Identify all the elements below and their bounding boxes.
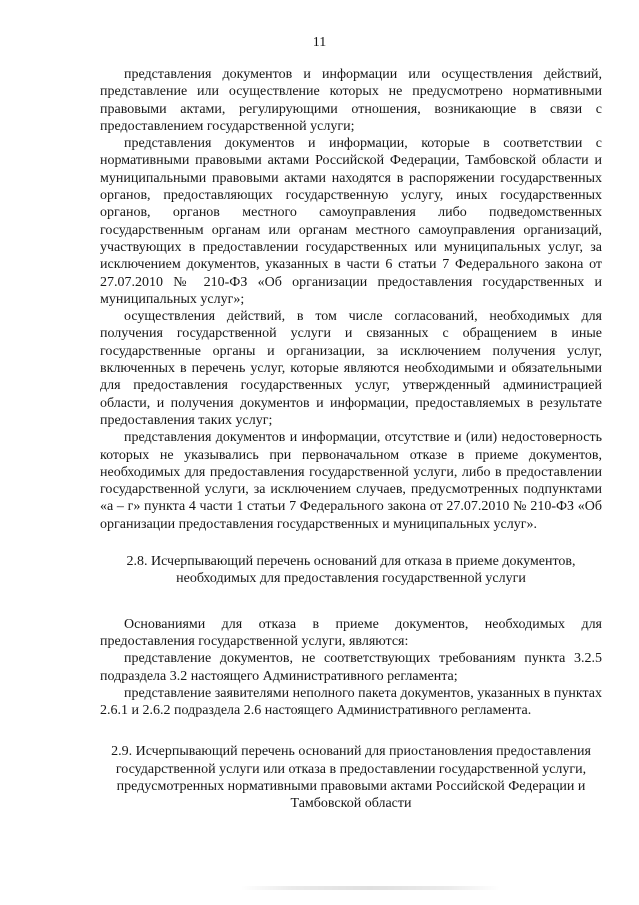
document-body (100, 66, 602, 813)
scan-artifact (240, 886, 500, 890)
paragraph: осуществления действий, в том числе согласований, необходимых для получения государственной услуги и связанных с обращением в иные государственные органы и организации, за исключением получения услуг, включенных в перечень услуг, которые являются необходимыми и обязательными для предоставления государственных услуг, утвержденный администрацией области, и получения документов и информации, предоставляемых в результате предоставления таких услуг; (100, 309, 602, 428)
paragraph: представления документов и информации, которые в соответствии с нормативными правовыми актами Российской Федерации, Тамбовской области и муниципальными правовыми актами находятся в распоряжении государственных органов, предоставляющих государственную услугу, иных государственных органов, органов местного самоуправления либо подведомственных государственным органам или органам местного самоуправления организаций, участвующих в предоставлении государственных или муниципальных услуг, за исключением документов, указанных в части 6 статьи 7 Федерального закона от 27.07.2010 № 210-ФЗ «Об организации предоставления государственных и муниципальных услуг»; (100, 136, 602, 307)
paragraph: Основаниями для отказа в приеме документов, необходимых для предоставления государственной услуги, являются: (100, 616, 602, 649)
paragraph: представление документов, не соответствующих требованиям пункта 3.2.5 подраздела 3.2 настоящего Административного регламента; (100, 651, 602, 684)
section-heading-2-8: 2.8. Исчерпывающий перечень оснований для отказа в приеме документов, необходимых для предоставления государственной услуги (126, 554, 576, 587)
paragraph: представления документов и информации, отсутствие и (или) недостоверность которых не указывались при первоначальном отказе в приеме документов, необходимых для предоставления государственной услуги, либо в предоставлении государственной услуги, за исключением случаев, предусмотренных подпунктами «а – г» пункта 4 части 1 статьи 7 Федерального закона от 27.07.2010 № 210-ФЗ «Об организации предоставления государственных и муниципальных услуг». (100, 430, 602, 532)
paragraph: представление заявителями неполного пакета документов, указанных в пунктах 2.6.1 и 2.6.2 подраздела 2.6 настоящего Административного регламента. (100, 685, 602, 719)
page-number: 11 (312, 35, 327, 50)
section-heading-2-9: 2.9. Исчерпывающий перечень оснований для приостановления предоставления государственной услуги или отказа в предоставлении государственной услуги, предусмотренных нормативными правовыми актами Российской Федерации и Тамбовской области (111, 744, 591, 812)
paragraph: представления документов и информации или осуществления действий, представление или осуществление которых не предусмотрено нормативными правовыми актами, регулирующими отношения, возникающие в связи с предоставлением государственной услуги; (100, 67, 602, 134)
